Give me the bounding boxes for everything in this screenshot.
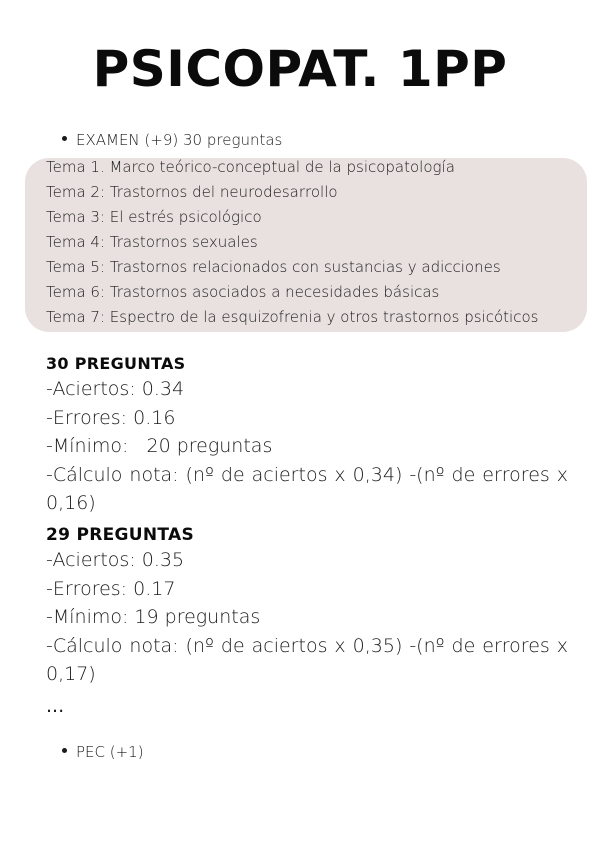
pec-bullet-text: PEC (+1) (76, 743, 144, 761)
bullet-dot-icon (62, 136, 67, 141)
topic-item: Tema 2: Trastornos del neurodesarrollo (46, 183, 338, 201)
topic-item: Tema 7: Espectro de la esquizofrenia y otros trastornos psicóticos (46, 308, 539, 326)
topic-item: Tema 6: Trastornos asociados a necesidades básicas (46, 283, 440, 301)
minimo-line: -Mínimo: 20 preguntas (46, 435, 273, 457)
ellipsis: ... (46, 695, 65, 717)
errores-line: -Errores: 0.17 (46, 577, 176, 600)
pec-bullet (62, 743, 144, 761)
topic-item: Tema 1. Marco teórico-conceptual de la psicopatología (46, 158, 455, 176)
section-29-preguntas (46, 524, 568, 689)
exam-bullet-text: EXAMEN (+9) 30 preguntas (76, 131, 283, 149)
topics-list (46, 155, 538, 330)
minimo-line: -Mínimo: 19 preguntas (46, 606, 261, 628)
section-heading: 30 PREGUNTAS (46, 354, 186, 373)
calculo-line: -Cálculo nota: (nº de aciertos x 0,35) -(nº de errores x 0,17) (46, 634, 568, 685)
aciertos-line: -Aciertos: 0.35 (46, 549, 185, 571)
page-title: PSICOPAT. 1PP (92, 40, 508, 98)
section-30-preguntas (46, 353, 568, 518)
topic-item: Tema 3: El estrés psicológico (46, 208, 262, 226)
exam-bullet (62, 131, 282, 149)
topic-item: Tema 5: Trastornos relacionados con sustancias y adicciones (46, 258, 501, 276)
aciertos-line: -Aciertos: 0.34 (46, 378, 185, 400)
section-heading: 29 PREGUNTAS (46, 525, 195, 545)
topic-item: Tema 4: Trastornos sexuales (46, 233, 258, 251)
errores-line: -Errores: 0.16 (46, 406, 176, 429)
bullet-dot-icon (62, 748, 67, 753)
calculo-line: -Cálculo nota: (nº de aciertos x 0,34) -(nº de errores x 0,16) (46, 463, 568, 514)
